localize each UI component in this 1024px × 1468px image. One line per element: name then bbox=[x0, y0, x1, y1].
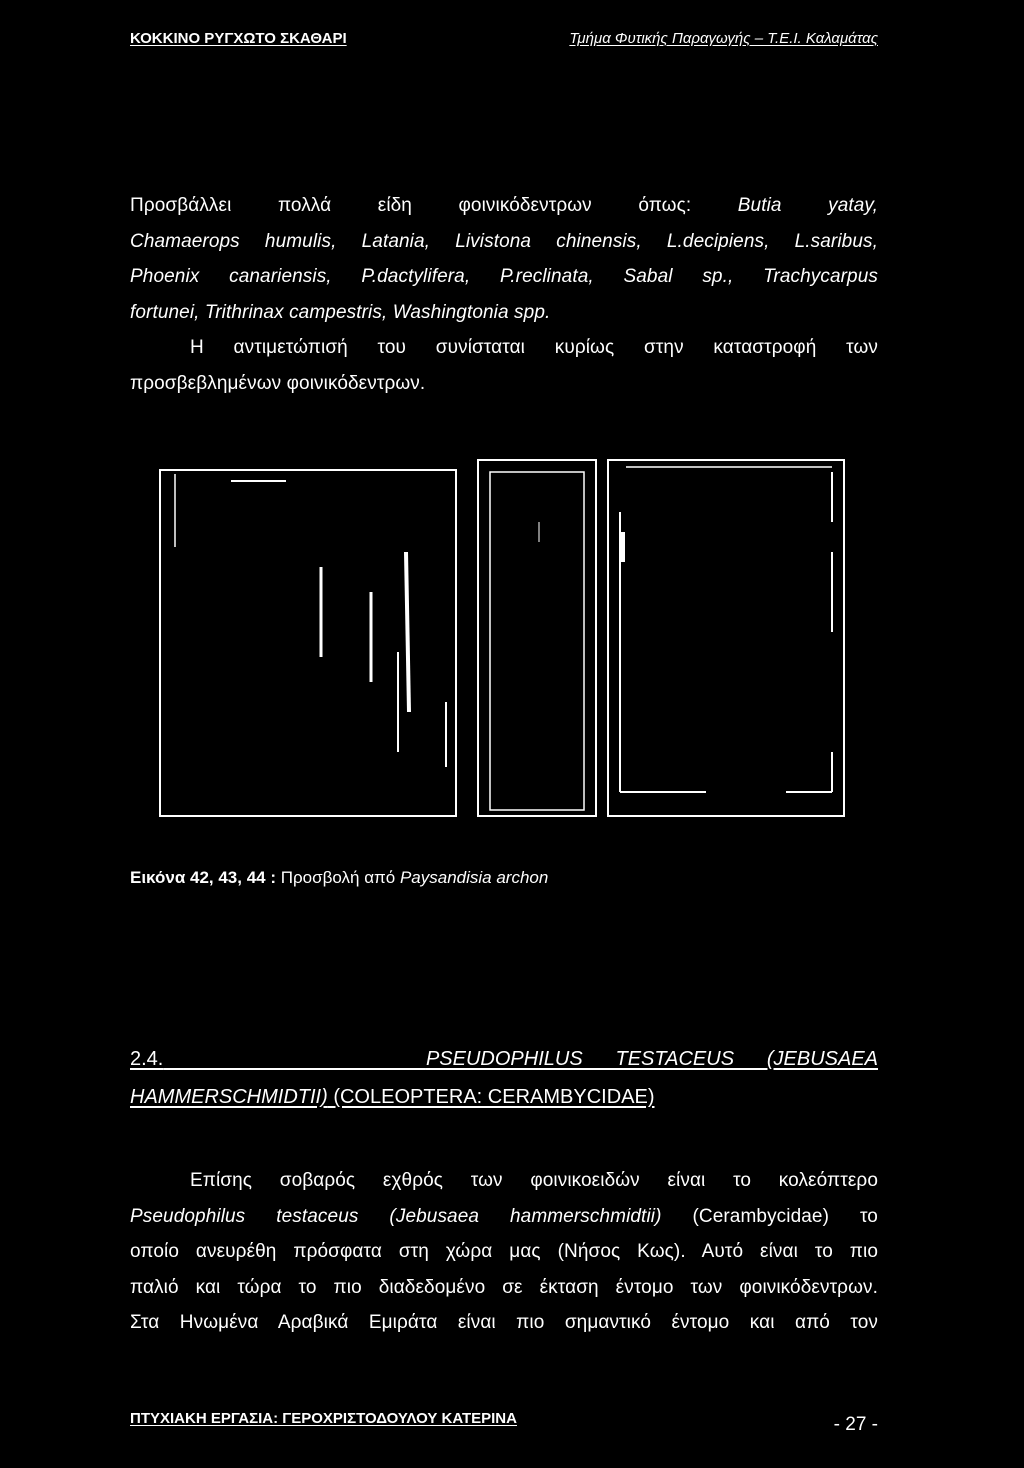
intro-line-1: Προσβάλλει πολλά είδη φοινικόδεντρων όπως: Butia yatay, bbox=[130, 195, 878, 216]
intro-paragraph bbox=[130, 188, 878, 401]
body-line-4: παλιό και τώρα το πιο διαδεδομένο σε έκταση έντομο των φοινικόδεντρων. bbox=[130, 1276, 878, 1298]
figure-42-image bbox=[160, 470, 456, 816]
page-footer bbox=[130, 1410, 878, 1434]
intro-line-4: fortunei, Trithrinax campestris, Washingtonia spp. bbox=[130, 301, 551, 323]
page-number: - 27 - bbox=[833, 1414, 878, 1435]
header-title: ΚΟΚΚΙΝΟ ΡΥΓΧΩΤΟ ΣΚΑΘΑΡΙ bbox=[130, 30, 347, 47]
intro-line-3: Phoenix canariensis, P.dactylifera, P.reclinata, Sabal sp., Trachycarpus bbox=[130, 266, 878, 287]
body-paragraph bbox=[130, 1163, 878, 1341]
header-department: Τμήμα Φυτικής Παραγωγής – Τ.Ε.Ι. Καλαμάτας bbox=[569, 30, 878, 47]
section-heading-line-2: HAMMERSCHMIDTII) (COLEOPTERA: CERAMBYCIDAE) bbox=[130, 1086, 655, 1108]
body-line-3: οποίο ανευρέθη πρόσφατα στη χώρα μας (Νήσος Κως). Αυτό είναι το πιο bbox=[130, 1241, 878, 1262]
section-heading bbox=[130, 1040, 878, 1116]
figure-44-image bbox=[608, 460, 844, 816]
body-line-2: Pseudophilus testaceus (Jebusaea hammerschmidtii) (Cerambycidae) το bbox=[130, 1205, 878, 1227]
figure-images bbox=[156, 452, 851, 824]
footer-author: ΠΤΥΧΙΑΚΗ ΕΡΓΑΣΙΑ: ΓΕΡΟΧΡΙΣΤΟΔΟΥΛΟΥ ΚΑΤΕΡΙΝΑ bbox=[130, 1410, 517, 1427]
figure-caption: Εικόνα 42, 43, 44 : Προσβολή από Paysandisia archon bbox=[130, 868, 549, 887]
body-line-5: Στα Ηνωμένα Αραβικά Εμιράτα είναι πιο σημαντικό έντομο και από τον bbox=[130, 1312, 878, 1333]
intro-line-5: Η αντιμετώπισή του συνίσταται κυρίως στην καταστροφή των bbox=[190, 337, 878, 358]
intro-line-6: προσβεβλημένων φοινικόδεντρων. bbox=[130, 372, 426, 394]
section-heading-line-1: 2.4. PSEUDOPHILUS TESTACEUS (JEBUSAEA bbox=[130, 1048, 879, 1070]
page-header bbox=[130, 30, 878, 52]
intro-line-2: Chamaerops humulis, Latania, Livistona chinensis, L.decipiens, L.saribus, bbox=[130, 230, 878, 252]
figure-43-image bbox=[478, 460, 596, 816]
body-line-1: Επίσης σοβαρός εχθρός των φοινικοειδών είναι το κολεόπτερο bbox=[190, 1170, 878, 1191]
